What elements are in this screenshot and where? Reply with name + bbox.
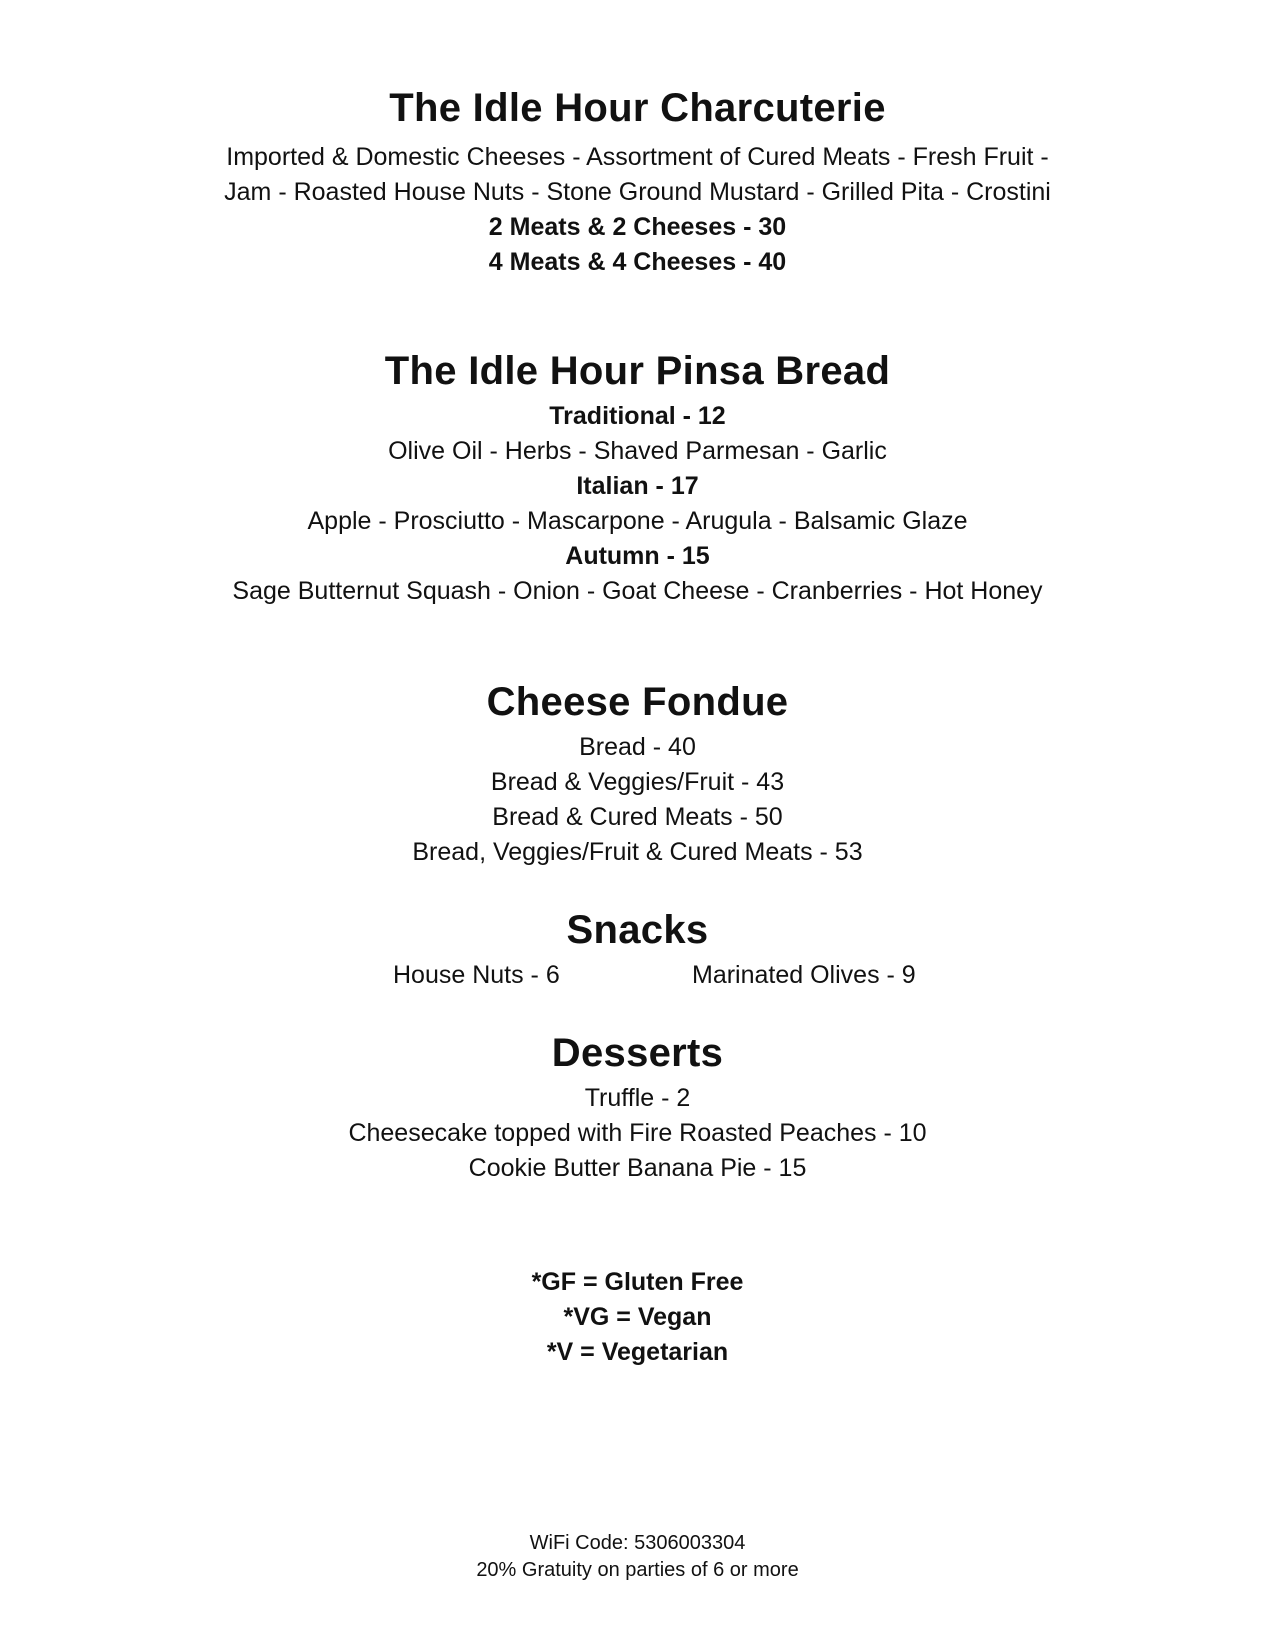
legend-vegetarian: *V = Vegetarian [546, 1338, 729, 1366]
charcuterie-option: 2 Meats & 2 Cheeses - 30 [488, 213, 787, 241]
pinsa-item-name: Italian - 17 [576, 472, 699, 500]
pinsa-item-name: Traditional - 12 [549, 402, 726, 430]
pinsa-item-name: Autumn - 15 [565, 542, 710, 570]
charcuterie-description-line-2: Jam - Roasted House Nuts - Stone Ground Mustard - Grilled Pita - Crostini [224, 178, 1051, 206]
fondue-section [0, 676, 1275, 870]
fondue-title: Cheese Fondue [486, 680, 789, 724]
dessert-item: Cheesecake topped with Fire Roasted Peaches - 10 [348, 1119, 927, 1147]
dietary-legend [0, 1265, 1275, 1370]
gratuity-note: 20% Gratuity on parties of 6 or more [476, 1559, 799, 1581]
snack-item-house-nuts: House Nuts - 6 [393, 961, 560, 989]
dessert-item: Cookie Butter Banana Pie - 15 [468, 1154, 807, 1182]
snacks-title: Snacks [566, 908, 709, 952]
pinsa-item-description: Olive Oil - Herbs - Shaved Parmesan - Garlic [388, 437, 887, 465]
pinsa-section [0, 345, 1275, 609]
wifi-code: WiFi Code: 5306003304 [529, 1532, 746, 1554]
charcuterie-option: 4 Meats & 4 Cheeses - 40 [488, 248, 787, 276]
fondue-item: Bread - 40 [579, 733, 696, 761]
legend-vegan: *VG = Vegan [563, 1303, 712, 1331]
footer [0, 1530, 1275, 1584]
desserts-title: Desserts [551, 1031, 724, 1075]
snacks-row [0, 958, 1275, 993]
pinsa-item-description: Sage Butternut Squash - Onion - Goat Cheese - Cranberries - Hot Honey [232, 577, 1043, 605]
pinsa-item-description: Apple - Prosciutto - Mascarpone - Arugula - Balsamic Glaze [307, 507, 968, 535]
dessert-item: Truffle - 2 [584, 1084, 691, 1112]
fondue-item: Bread, Veggies/Fruit & Cured Meats - 53 [412, 838, 863, 866]
charcuterie-section [0, 82, 1275, 280]
charcuterie-description-line-1: Imported & Domestic Cheeses - Assortment of Cured Meats - Fresh Fruit - [226, 143, 1049, 171]
snacks-section [0, 904, 1275, 993]
legend-gluten-free: *GF = Gluten Free [531, 1268, 744, 1296]
snack-item-marinated-olives: Marinated Olives - 9 [692, 961, 916, 989]
desserts-section [0, 1027, 1275, 1186]
charcuterie-title: The Idle Hour Charcuterie [389, 86, 886, 130]
fondue-item: Bread & Veggies/Fruit - 43 [490, 768, 785, 796]
pinsa-title: The Idle Hour Pinsa Bread [384, 349, 891, 393]
fondue-item: Bread & Cured Meats - 50 [492, 803, 783, 831]
